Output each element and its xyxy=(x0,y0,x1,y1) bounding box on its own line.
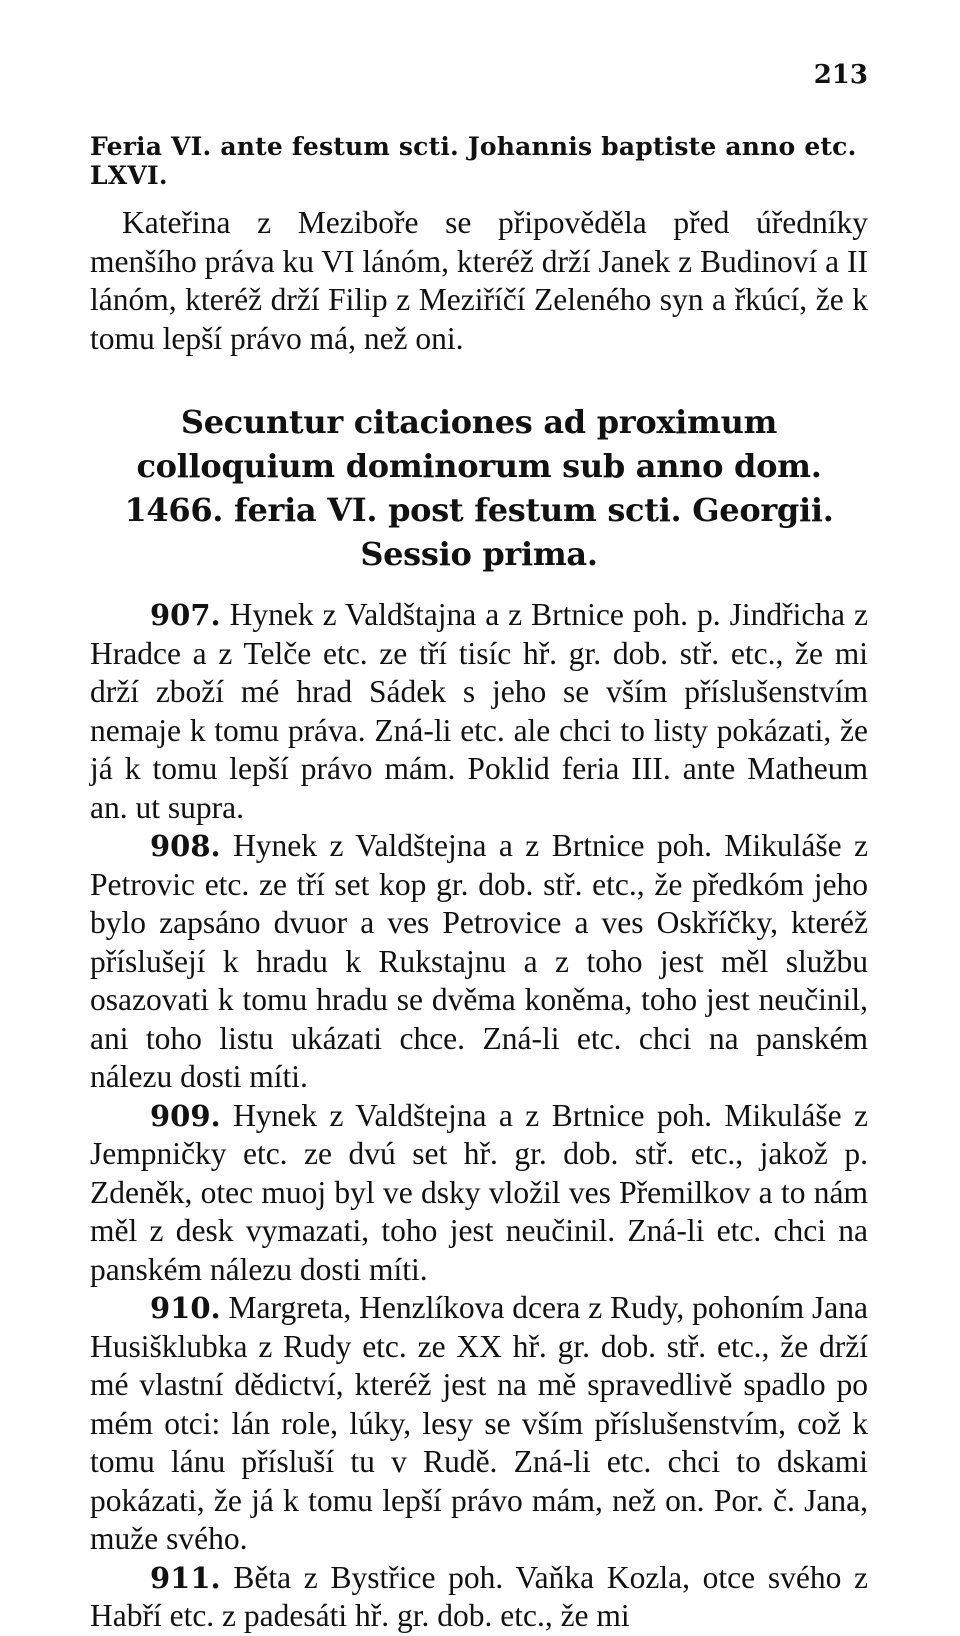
entry-908 xyxy=(90,827,868,1097)
entry-text: Hynek z Valdštejna a z Brtnice poh. Mikuláše z Petrovic etc. ze tří set kop gr. dob. stř. etc., že předkóm jeho bylo zapsáno dvuor a ves Petrovice a ves Oskříčky, kteréž příslušejí k hradu k Rukstajnu a z toho jest měl službu osazovati k tomu hradu se dvěma koněma, toho jest neučinil, ani toho listu ukázati chce. Zná-li etc. chci na panském nálezu dosti míti. xyxy=(90,828,869,1094)
entry-909 xyxy=(90,1097,868,1290)
entry-text: Hynek z Valdštajna a z Brtnice poh. p. Jindřicha z Hradce a z Telče etc. ze tří tisíc hř. gr. dob. stř. etc., že mi drží zboží mé hrad Sádek s jeho se vším příslušenstvím nemaje k tomu práva. Zná-li etc. ale chci to listy pokázati, že já k tomu lepší právo mám. Poklid feria III. ante Matheum an. ut supra. xyxy=(90,597,869,825)
entry-number: 908. xyxy=(150,829,221,863)
entry-910 xyxy=(90,1289,868,1559)
page-number: 213 xyxy=(813,60,868,90)
document-page xyxy=(90,60,868,1636)
entry-number: 907. xyxy=(150,598,221,632)
entry-number: 911. xyxy=(150,1560,221,1595)
intro-paragraph: Kateřina z Meziboře se připověděla před úředníky menšího práva ku VI lánóm, kteréž drží Janek z Budinoví a II lánóm, kteréž drží Filip z Meziříčí Zeleného syn a řkúcí, že k tomu lepší právo má, než oni. xyxy=(90,205,868,356)
entry-text: Hynek z Valdštejna a z Brtnice poh. Mikuláše z Jempničky etc. ze dvú set hř. gr. dob. stř. etc., jakož p. Zdeněk, otec muoj byl ve dsky vložil ves Přemilkov a to nám měl z desk vymazati, toho jest neučinil. Zná-li etc. chci na panském nálezu dosti míti. xyxy=(90,1097,869,1287)
running-head: Feria VI. ante festum scti. Johannis baptiste anno etc. LXVI. xyxy=(90,132,857,190)
section-heading: Secuntur citaciones ad proximum colloquium dominorum sub anno dom. 1466. feria VI. post festum scti. Georgii. Sessio prima. xyxy=(124,403,834,573)
entry-907 xyxy=(90,596,868,827)
entry-number: 909. xyxy=(150,1098,221,1133)
entry-number: 910. xyxy=(150,1291,221,1325)
entry-text: Margreta, Henzlíkova dcera z Rudy, pohoním Jana Husišklubka z Rudy etc. ze XX hř. gr. dob. stř. etc., že drží mé vlastní dědictví, kteréž jest na mě spravedlivě spadlo po mém otci: lán role, lúky, lesy se vším příslušenstvím, což k tomu lánu přísluší tu v Rudě. Zná-li etc. chci to dskami pokázati, že já k tomu lepší právo mám, než on. Por. č. Jana, muže svého. xyxy=(90,1290,868,1556)
entry-text: Běta z Bystřice poh. Vaňka Kozla, otce svého z Habří etc. z padesáti hř. gr. dob. etc., že mi xyxy=(90,1559,869,1633)
entry-911 xyxy=(90,1559,868,1636)
